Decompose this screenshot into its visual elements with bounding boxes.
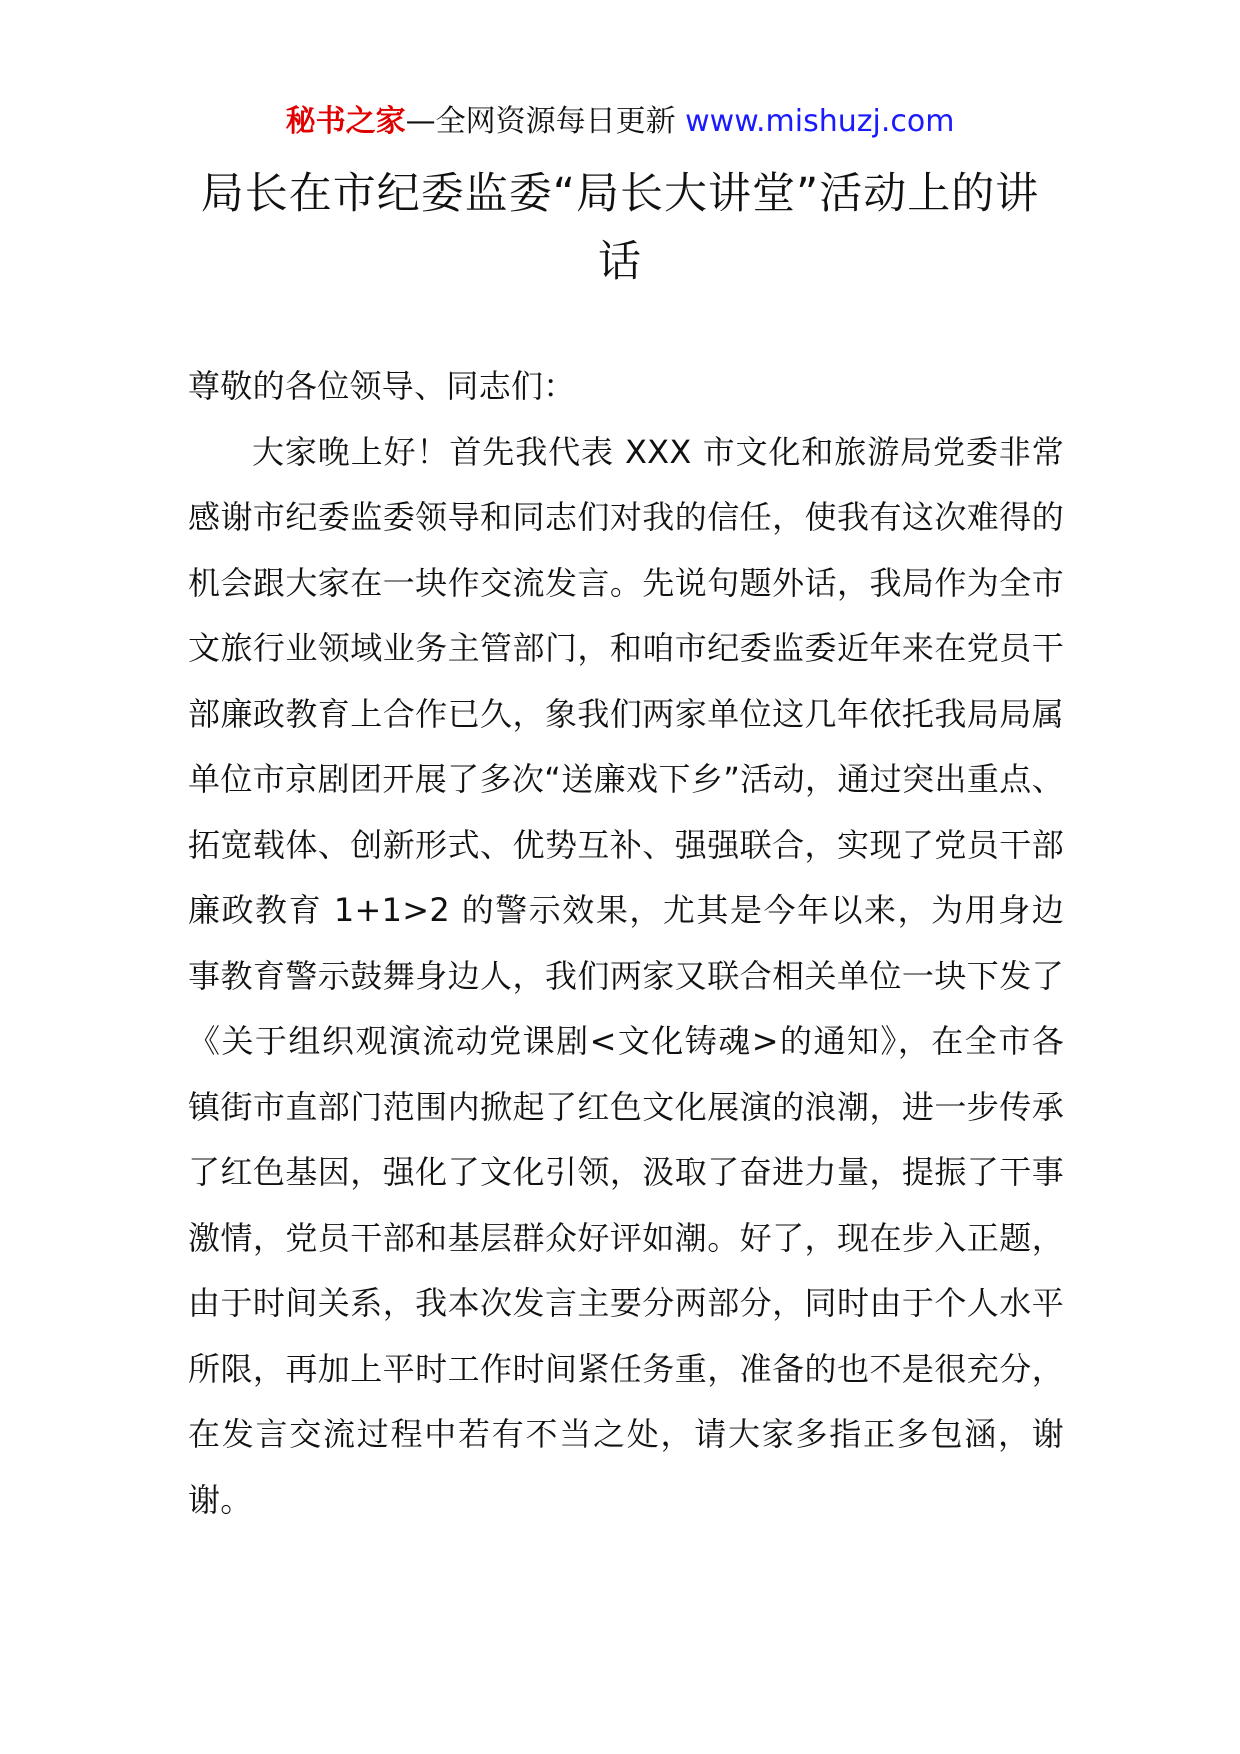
site-url-link[interactable]: www.mishuzj.com: [685, 104, 955, 139]
body-paragraph: 大家晚上好！首先我代表 XXX 市文化和旅游局党委非常感谢市纪委监委领导和同志们对我的信任，使我有这次难得的机会跟大家在一块作交流发言。先说句题外话，我局作为全市文旅行业领域业务主管部门，和咱市纪委监委近年来在党员干部廉政教育上合作已久，象我们两家单位这几年依托我局局属单位市京剧团开展了多次“送廉戏下乡”活动，通过突出重点、拓宽载体、创新形式、优势互补、强强联合，实现了党员干部廉政教育 1+1>2 的警示效果，尤其是今年以来，为用身边事教育警示鼓舞身边人，我们两家又联合相关单位一块下发了《关于组织观演流动党课剧<文化铸魂>的通知》，在全市各镇街市直部门范围内掀起了红色文化展演的浪潮，进一步传承了红色基因，强化了文化引领，汲取了奋进力量，提振了干事激情，党员干部和基层群众好评如潮。好了，现在步入正题，由于时间关系，我本次发言主要分两部分，同时由于个人水平所限，再加上平时工作时间紧任务重，准备的也不是很充分，在发言交流过程中若有不当之处，请大家多指正多包涵，谢谢。: [188, 432, 1064, 1519]
banner-tagline: —全网资源每日更新: [405, 104, 676, 139]
site-banner: [0, 100, 1240, 144]
brand-name: 秘书之家: [285, 104, 406, 139]
salutation: 尊敬的各位领导、同志们：: [188, 367, 576, 405]
document-title: 局长在市纪委监委“局长大讲堂”活动上的讲话: [200, 169, 1040, 287]
document-body: [188, 354, 1064, 1533]
